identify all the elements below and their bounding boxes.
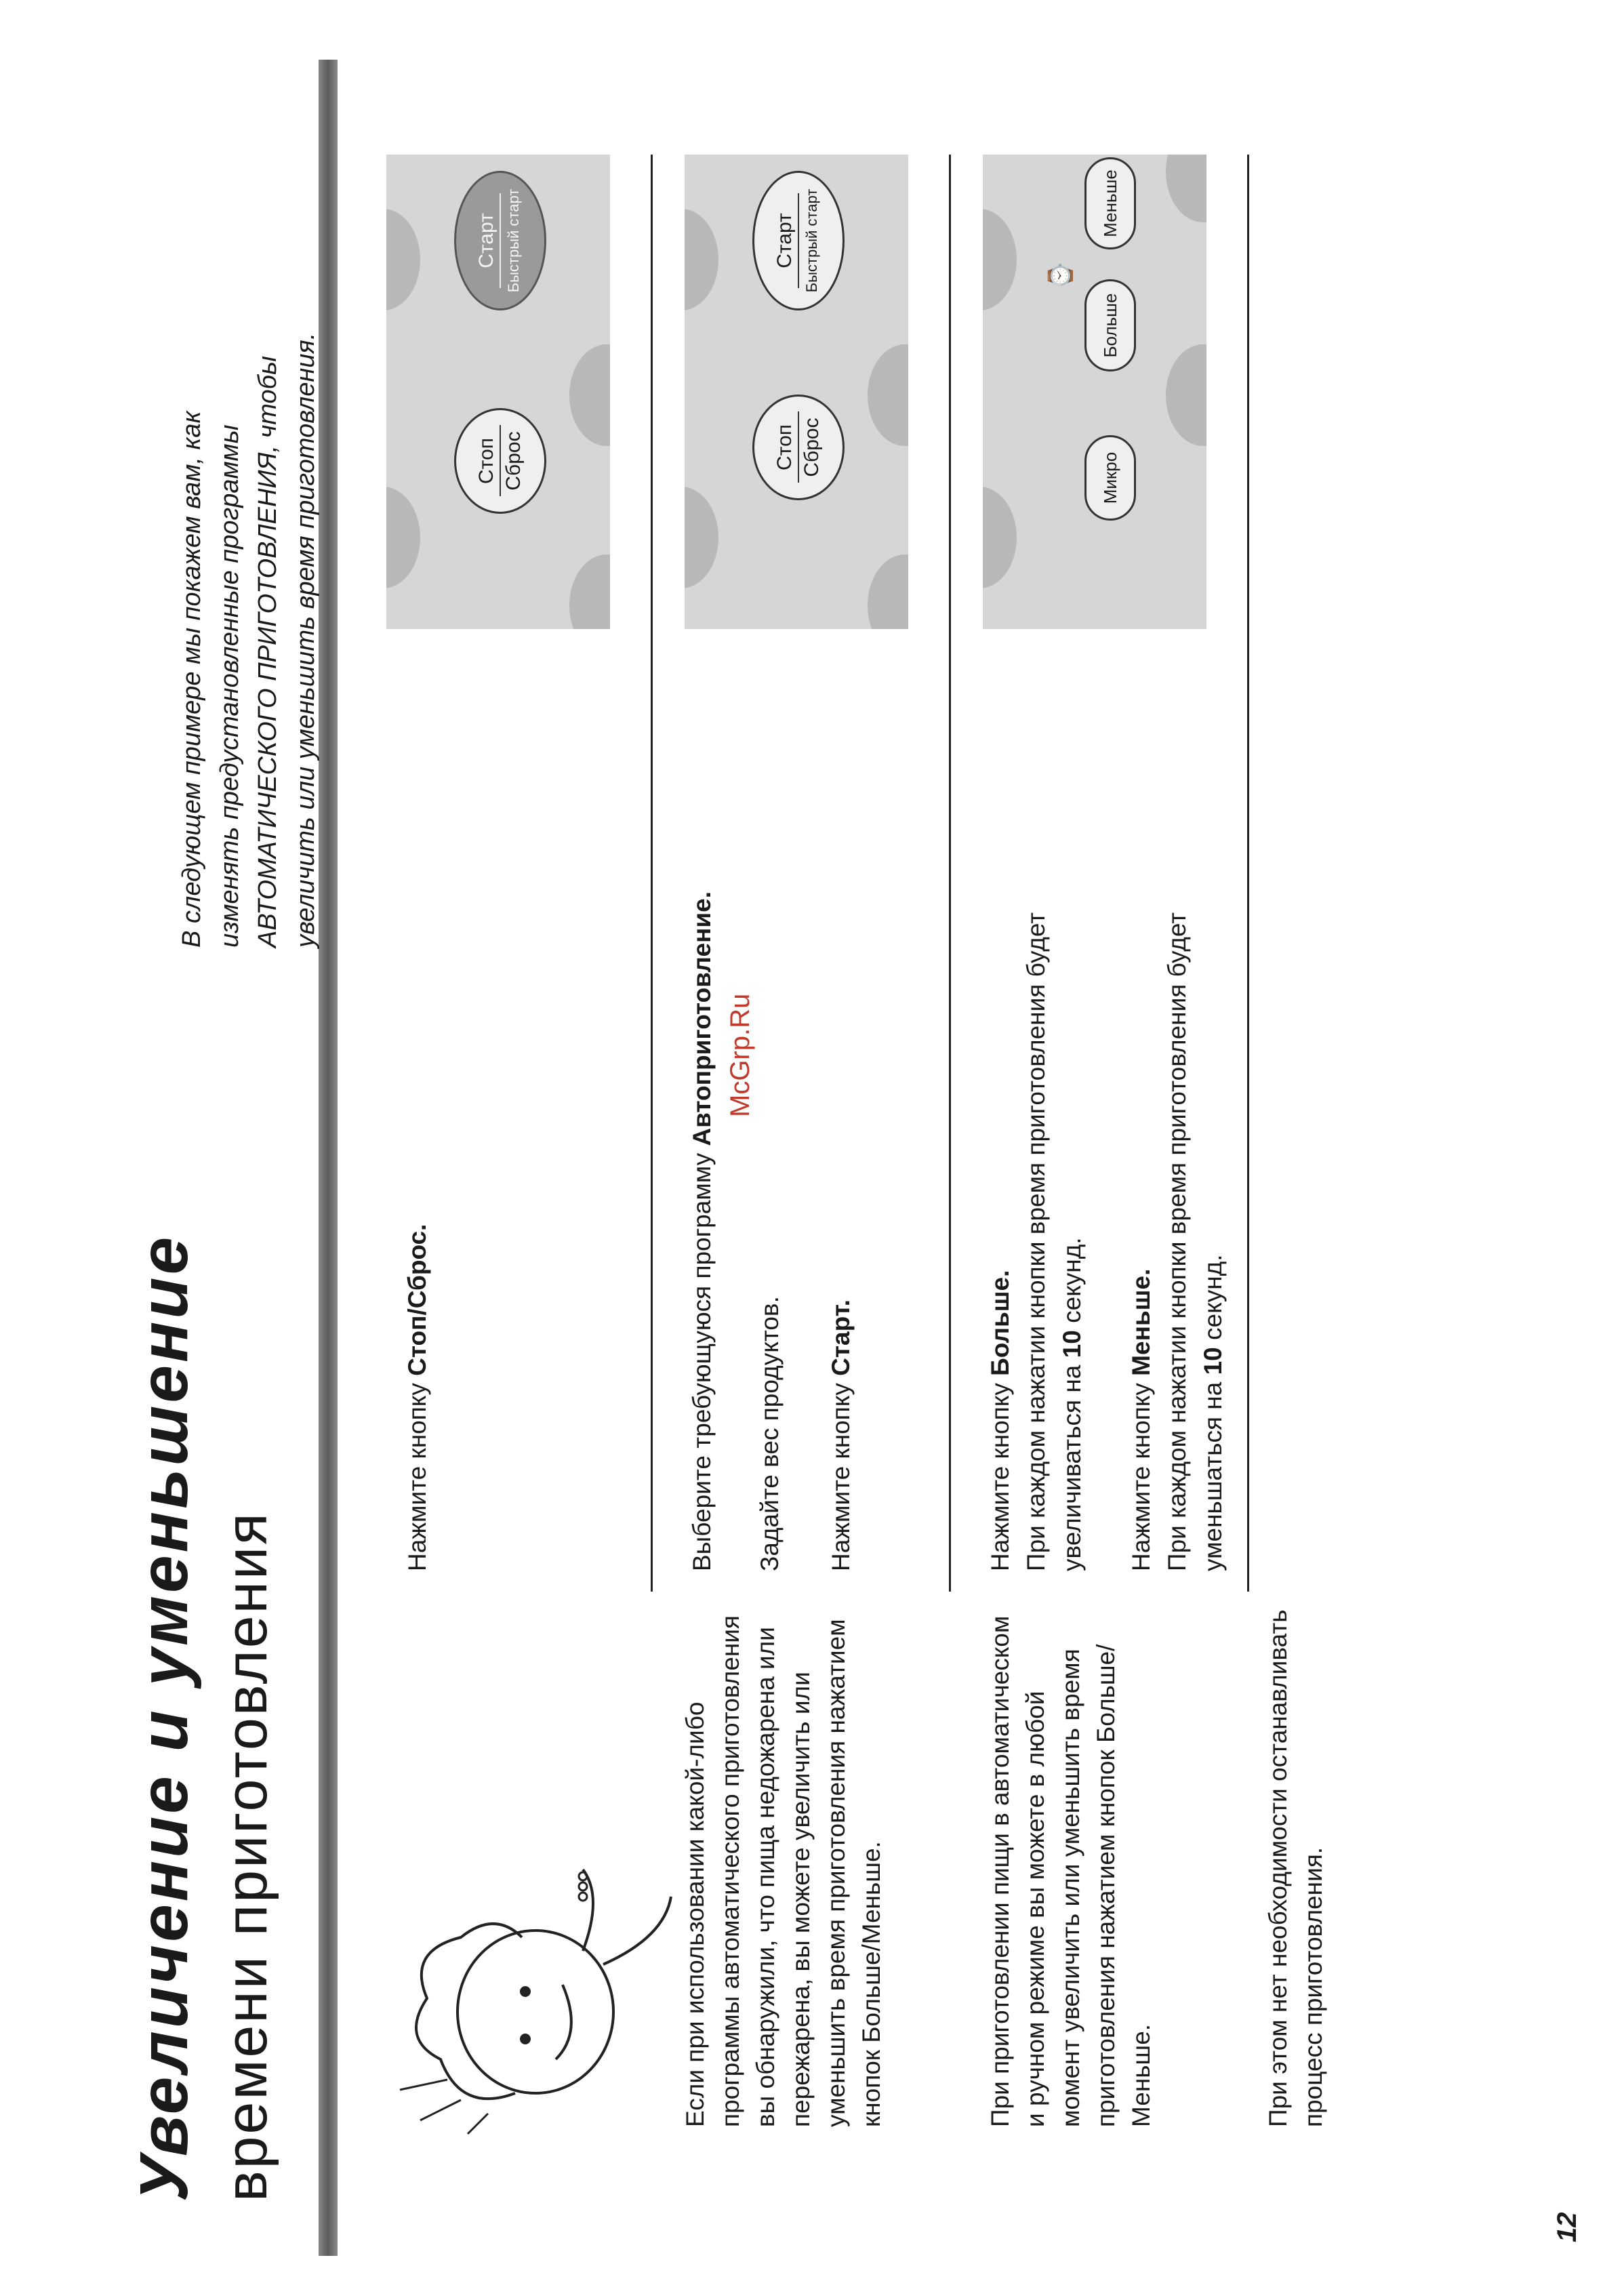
page-subtitle: времени приготовления [214,1511,279,2202]
watermark: McGrp.Ru [725,993,755,1117]
divider-2 [949,155,951,1592]
step-start: Нажмите кнопку Старт. [827,1299,855,1571]
step-less-desc-1: При каждом нажатии кнопки время приготовления будет [1163,912,1191,1571]
left-paragraph-1: Если при использовании какой-либо программы автоматического приготовления вы обнаружили, что пища недожарена или пережарена, вы можете увеличить или уменьшить время приготовления нажатием кнопок Больше/Меньше. [681,1615,885,2127]
micro-button[interactable]: Микро [1084,435,1136,521]
control-panel-1 [386,155,610,629]
start-button-2[interactable]: Старт Быстрый старт [752,171,845,310]
step-less-desc-2: уменьшаться на 10 секунд. [1199,1254,1227,1571]
stop-reset-button[interactable]: Стоп Сброс [454,408,546,514]
step-more-desc-1: При каждом нажатии кнопки время приготовления будет [1022,912,1050,1571]
step-stop-reset: Нажмите кнопку Стоп/Сброс. [403,1224,431,1571]
step-enter-weight: Задайте вес продуктов. [756,1296,784,1571]
step-less: Нажмите кнопку Меньше. [1127,1268,1155,1571]
control-panel-3 [983,155,1206,629]
step-more: Нажмите кнопку Больше. [986,1270,1014,1571]
more-button[interactable]: Больше [1084,279,1136,371]
timer-icon: ⌚ [1048,261,1074,290]
control-panel-2 [685,155,908,629]
page-number: 12 [1552,2212,1582,2242]
left-paragraph-3: При этом нет необходимости останавливать процесс приготовления. [1264,1609,1327,2127]
start-button[interactable]: Старт Быстрый старт [454,171,546,310]
divider-1 [651,155,653,1592]
left-paragraph-2: При приготовлении пищи в автоматическом и ручном режиме вы можете в любой момент увеличить или уменьшить время приготовления нажатием кнопок Больше/Меньше. [986,1615,1155,2127]
stop-reset-button-2[interactable]: Стоп Сброс [752,395,845,500]
step-more-desc-2: увеличиваться на 10 секунд. [1058,1237,1086,1571]
intro-text: В следующем примере мы покажем вам, как изменять предустановленные программы АВТОМАТИЧЕСКОГО ПРИГОТОВЛЕНИЯ, чтобы увеличить или уменьшить время приготовления. [178,332,320,948]
less-button[interactable]: Меньше [1084,157,1136,249]
page-title: Увеличение и уменьшение [126,1234,202,2202]
chef-illustration [380,1856,678,2141]
step-select-program: Выберите требующуюся программу Автоприготовление. [688,891,716,1571]
divider-3 [1247,155,1249,1592]
